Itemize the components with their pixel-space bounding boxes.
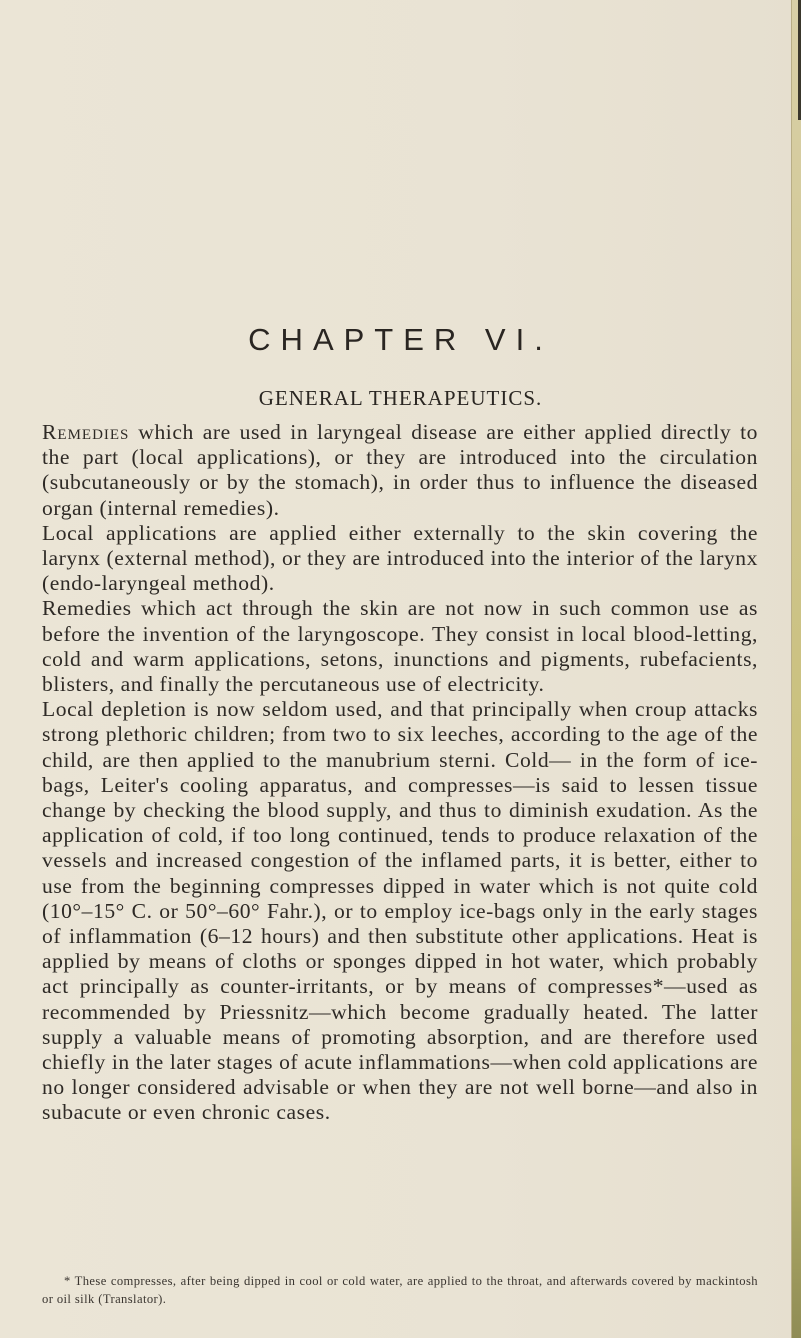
paragraph-2: Local applications are applied either externally to the skin covering the larynx (external method), or they are introduced into the interior of the larynx (endo-laryngeal method). <box>42 520 758 596</box>
lead-word: Remedies <box>42 420 130 444</box>
footnote: * These compresses, after being dipped in cool or cold water, are applied to the throat, and afterwards covered by mackintosh or oil silk (Translator). <box>42 1274 758 1306</box>
chapter-title: CHAPTER VI. <box>248 322 553 357</box>
page-edge <box>791 0 801 1338</box>
paragraph-4: Local depletion is now seldom used, and that principally when croup attacks strong plethoric children; from two to six leeches, according to the age of the child, are then applied to the manubrium sterni. Cold— in the form of ice-bags, Leiter's cooling apparatus, and compresses—is said to lessen tissue change by checking the blood supply, and thus to diminish exudation. As the application of cold, if too long continued, tends to produce relaxation of the vessels and increased congestion of the inflamed parts, it is better, either to use from the beginning compresses dipped in water which is not quite cold (10°–15° C. or 50°–60° Fahr.), or to employ ice-bags only in the early stages of inflammation (6–12 hours) and then substitute other applications. Heat is applied by means of cloths or sponges dipped in hot water, which probably act principally as counter-irritants, or by means of compresses*—used as recommended by Priessnitz—which become gradually heated. The latter supply a valuable means of promoting absorption, and are therefore used chiefly in the later stages of acute inflammations—when cold applications are no longer considered advisable or when they are not well borne—and also in subacute or even chronic cases. <box>42 697 758 1125</box>
paragraph-1 <box>42 420 758 521</box>
section-title: GENERAL THERAPEUTICS. <box>258 386 543 410</box>
paragraph-3: Remedies which act through the skin are not now in such common use as before the invention of the laryngoscope. They consist in local blood-letting, cold and warm applications, setons, inunctions and pigments, rubefacients, blisters, and finally the percutaneous use of electricity. <box>42 596 758 697</box>
paragraph-text: which are used in laryngeal disease are either applied directly to the part (local applications), or they are introduced into the circulation (subcutaneously or by the stomach), in order thus to influence the diseased organ (internal remedies). <box>42 420 758 520</box>
body-text <box>42 420 758 1126</box>
